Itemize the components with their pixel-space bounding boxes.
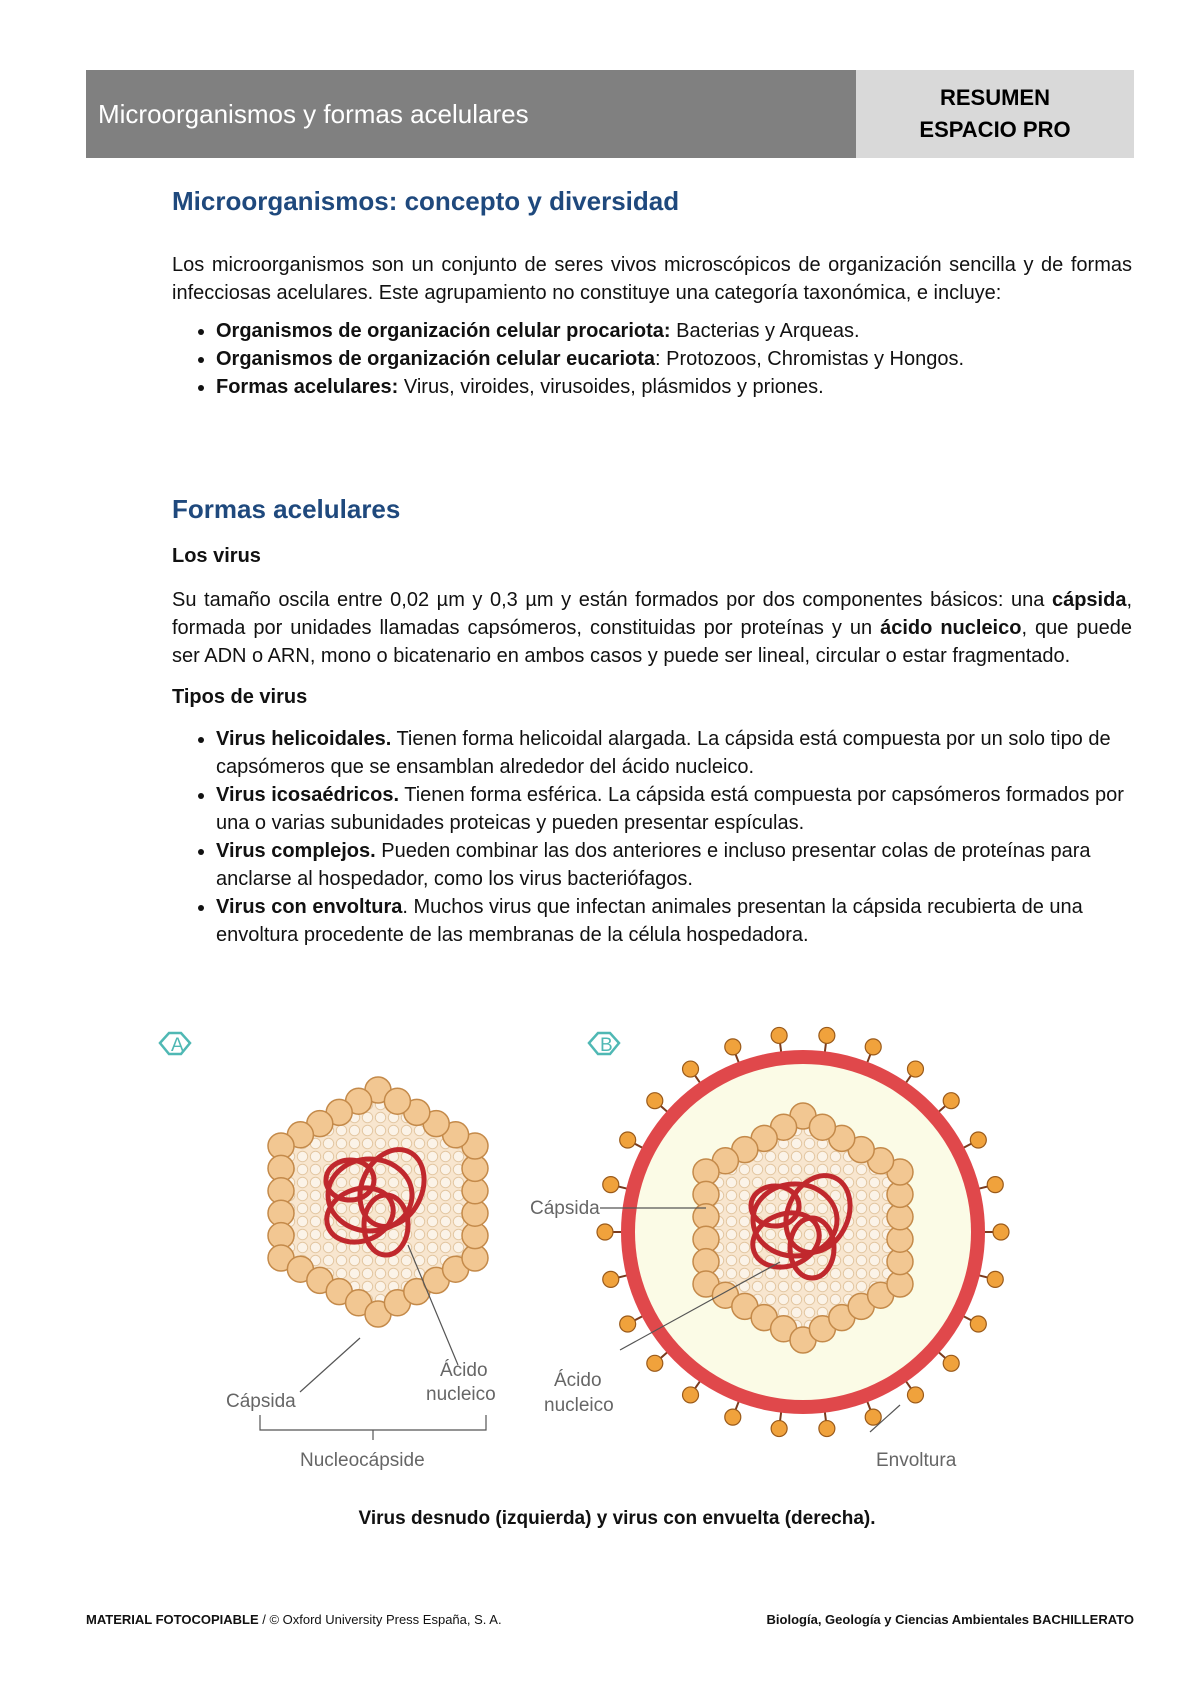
spike-head: [620, 1132, 636, 1148]
spike-head: [683, 1387, 699, 1403]
spike-head: [865, 1039, 881, 1055]
a-acido-label-2: nucleico: [426, 1384, 496, 1405]
badge-line-1: RESUMEN: [939, 85, 1050, 110]
svg-text:A: A: [171, 1035, 184, 1056]
spike-head: [819, 1421, 835, 1437]
section1-heading: Microorganismos: concepto y diversidad: [172, 186, 680, 216]
list-item: • Organismos de organización celular eucariota: Protozoos, Chromistas y Hongos.: [216, 345, 1132, 373]
spike-head: [987, 1177, 1003, 1193]
b-envoltura-label: Envoltura: [876, 1450, 957, 1471]
spike-head: [907, 1061, 923, 1077]
capsomere: [809, 1114, 835, 1140]
spike-head: [647, 1093, 663, 1109]
spike-head: [647, 1355, 663, 1371]
header-title-bar: [86, 70, 856, 158]
footer-right: Biología, Geología y Ciencias Ambientales BACHILLERATO: [766, 1612, 1134, 1627]
header-title: Microorganismos y formas acelulares: [98, 98, 529, 129]
list-item: • Organismos de organización celular procariota: Bacterias y Arqueas.: [216, 317, 1132, 345]
virus-types-list: [172, 725, 1132, 949]
footer-left: MATERIAL FOTOCOPIABLE / © Oxford University Press España, S. A.: [86, 1612, 502, 1627]
section1-intro: Los microorganismos son un conjunto de seres vivos microscópicos de organización sencilla y de formas infecciosas acelulares. Este agrupamiento no constituye una categoría taxonómica, e incluye:: [172, 254, 1132, 304]
spike-head: [771, 1421, 787, 1437]
a-nucleocapside-label: Nucleocápside: [300, 1450, 425, 1471]
capsomere: [384, 1088, 410, 1114]
spike-head: [603, 1271, 619, 1287]
virus-figure: [140, 1020, 1020, 1490]
spike-head: [993, 1224, 1009, 1240]
list-item: • Virus complejos. Pueden combinar las dos anteriores e incluso presentar colas de proteínas para anclarse al hospedador, como los virus bacteriófagos.: [216, 837, 1132, 893]
header-badge: [856, 70, 1134, 158]
list-item: • Virus con envoltura. Muchos virus que infectan animales presentan la cápsida recubierta de una envoltura procedente de las membranas de la célula hospedadora.: [216, 893, 1132, 949]
spike-head: [597, 1224, 613, 1240]
label-a: [160, 1033, 190, 1056]
list-item: • Virus helicoidales. Tienen forma helicoidal alargada. La cápsida está compuesta por un solo tipo de capsómeros que se ensamblan alrededor del ácido nucleico.: [216, 725, 1132, 781]
section-microorganismos: [172, 186, 1132, 401]
enveloped-virus: [597, 1027, 1009, 1436]
svg-text:B: B: [600, 1035, 613, 1056]
subheading-tipos-virus: Tipos de virus: [172, 686, 308, 708]
section-formas-acelulares: [172, 494, 1132, 949]
naked-virus: [268, 1077, 488, 1327]
list-item: • Formas acelulares: Virus, viroides, virusoides, plásmidos y priones.: [216, 373, 1132, 401]
spike-head: [970, 1132, 986, 1148]
spike-head: [725, 1409, 741, 1425]
list-item: • Virus icosaédricos. Tienen forma esférica. La cápsida está compuesta por capsómeros formados por una o varias subunidades proteicas y pueden presentar espículas.: [216, 781, 1132, 837]
subheading-los-virus: Los virus: [172, 545, 261, 567]
spike-head: [603, 1177, 619, 1193]
spike-head: [907, 1387, 923, 1403]
spike-head: [865, 1409, 881, 1425]
spike-head: [970, 1316, 986, 1332]
b-acido-label-1: Ácido: [554, 1370, 602, 1391]
b-acido-label-2: nucleico: [544, 1395, 614, 1416]
spike-head: [943, 1355, 959, 1371]
spike-head: [683, 1061, 699, 1077]
badge-line-2: ESPACIO PRO: [919, 117, 1071, 142]
label-b: [589, 1033, 619, 1056]
spike-head: [725, 1039, 741, 1055]
virus-paragraph: Su tamaño oscila entre 0,02 µm y 0,3 µm y están formados por dos componentes básicos: una cápsida, formada por unidades llamadas capsómeros, constituidas por proteínas y un ácido nucleico, que puede ser ADN o ARN, mono o bicatenario en ambos casos y puede ser lineal, circular o estar fragmentado.: [172, 589, 1132, 667]
spike-head: [819, 1027, 835, 1043]
b-capsida-label: Cápsida: [530, 1198, 600, 1219]
spike-head: [771, 1027, 787, 1043]
figure-caption: Virus desnudo (izquierda) y virus con envuelta (derecha).: [358, 1508, 876, 1529]
section2-heading: Formas acelulares: [172, 494, 401, 524]
a-acido-label-1: Ácido: [440, 1360, 488, 1381]
a-capsida-label: Cápsida: [226, 1391, 296, 1412]
organism-list: [172, 317, 1132, 401]
spike-head: [987, 1271, 1003, 1287]
spike-head: [943, 1093, 959, 1109]
spike-head: [620, 1316, 636, 1332]
